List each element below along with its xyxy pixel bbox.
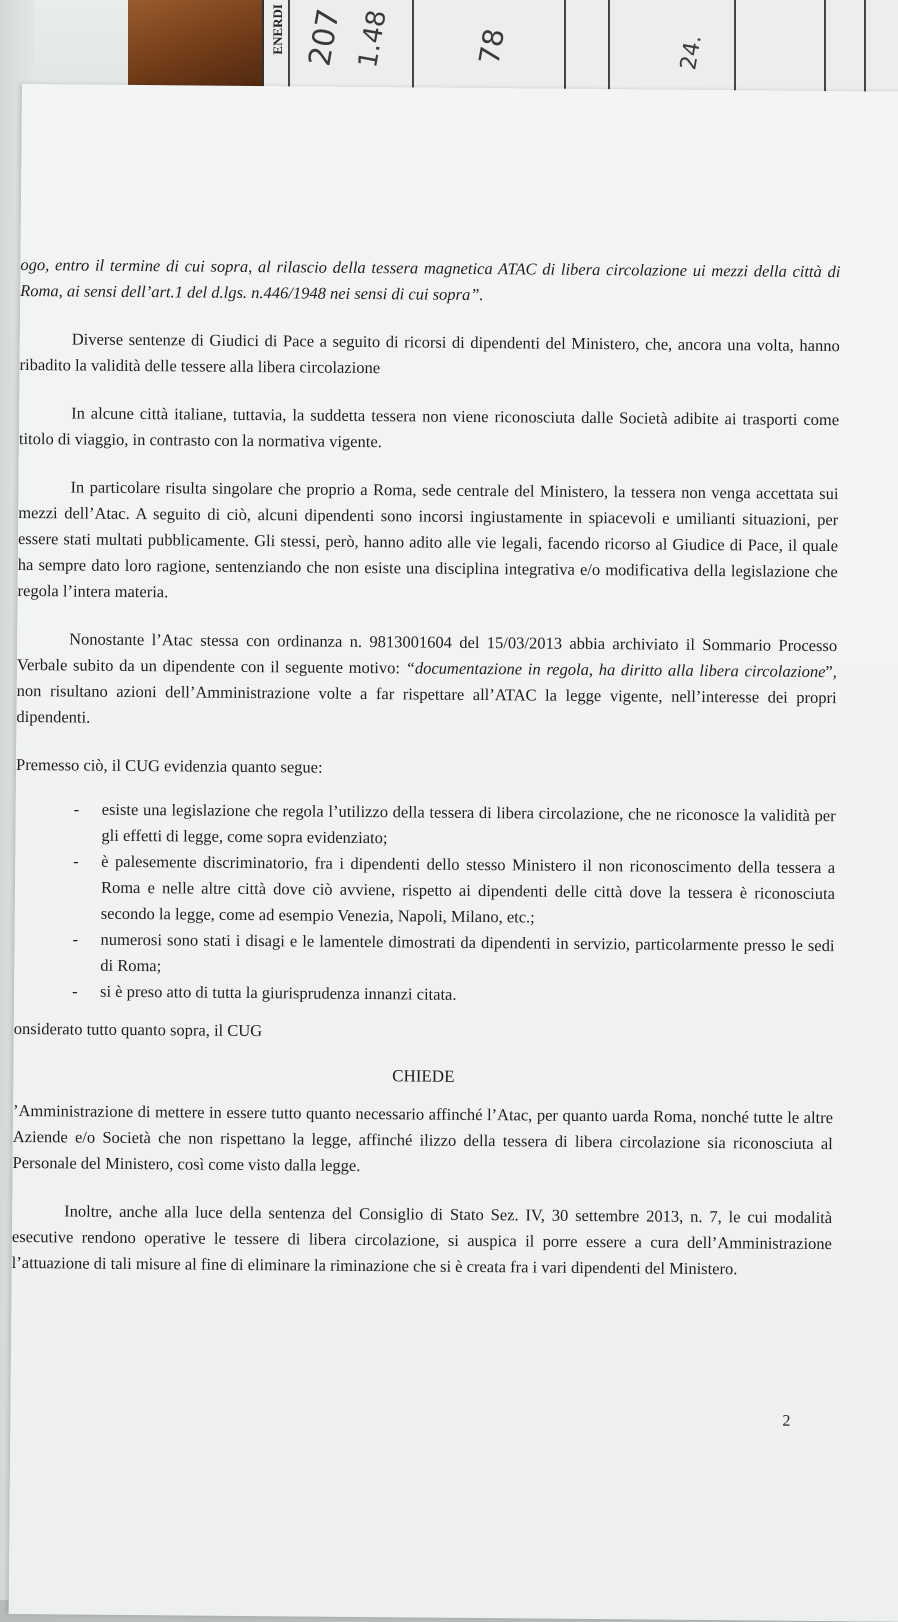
premesso-line: Premesso ciò, il CUG evidenzia quanto segue: [15,754,323,777]
register-line [564,0,566,96]
bullet-item: - esiste una legislazione che regola l’utilizzo della tessera di libera circolazione, che ne riconosce la validità per gli effetti di legge, come sopra evidenziato; [73,796,835,855]
handwritten-mark: 78 [472,26,512,67]
paragraph: In particolare risulta singolare che proprio a Roma, sede centrale del Ministero, la tessera non venga accettata sui mezzi dell’Atac. A seguito di ciò, alcuni dipendenti sono incorsi ingiustamente in spiacevoli e umilianti situazioni, per essere stati multati pubblicamente. Gli stessi, però, hanno adito alle vie legali, facendo ricorso al Giudice di Pace, il quale ha sempre dato loro ragione, sentenziando che non esiste una disciplina integrativa e/o modificativa della legislazione che regola l’intera materia. [17,477,839,602]
desk-surface [128,0,268,88]
handwritten-mark: 207 [302,6,347,69]
chiede-paragraph: ’Amministrazione di mettere in essere tutto quanto necessario affinché l’Atac, per quanto uarda Roma, nonché tutte le altre Aziende e/o Società che non rispettano la legge, affinché ilizzo della tessera di libera circolazione sia riconosciuta al Personale del Ministero, così come visto dalla legge. [12,1100,834,1175]
paragraph: Diverse sentenze di Giudici di Pace a seguito di ricorsi di dipendenti del Ministero, che, ancora una volta, hanno ribadito la validità delle tessere alla libera circolazione [19,329,840,378]
intro-paragraph: ogo, entro il termine di cui sopra, al rilascio della tessera magnetica ATAC di libera circolazione ui mezzi della città di Roma, ai sensi dell’art.1 del d.lgs. n.446/1948 nei sensi di cui sopra”. [20,254,841,305]
document-body [11,252,840,1305]
document-page [9,84,898,1622]
handwritten-mark: 24. [676,33,707,72]
considerato-line: onsiderato tutto quanto sopra, il CUG [13,1018,263,1041]
register-label: ENERDI [270,4,285,55]
register-line [734,0,736,96]
atac-quote: “documentazione in regola, ha diritto alla libera circolazione [405,658,826,682]
register-line [288,0,290,96]
register-sheet [262,0,898,96]
page-number: 2 [782,1412,791,1430]
bullet-item: - numerosi sono stati i disagi e le lamentele dimostrati da dipendenti in servizio, particolarmente presso le sedi di Roma; [72,926,834,985]
inoltre-paragraph: Inoltre, anche alla luce della sentenza del Consiglio di Stato Sez. IV, 30 settembre 2013, n. 7, le cui modalità esecutive rendono operative le tessere di libera circolazione, si auspica il porre essere a cura dell’Amministrazione l’attuazione di tali misure al fine di eliminare la riminazione che si è creata fra i vari dipendenti del Ministero. [11,1201,833,1279]
chiede-heading: CHIEDE [392,1066,455,1086]
paragraph: In alcune città italiane, tuttavia, la suddetta tessera non viene riconosciuta dalle Società adibite ai trasporti come titolo di viaggio, in contrasto con la normativa vigente. [18,403,840,452]
register-line [864,0,866,96]
atac-text: Nonostante l’Atac stessa con ordinanza n. 9813001604 del 15/03/2013 abbia archiviato il Sommario Processo Verbale subito da un dipendente con il seguente motivo: [16,629,838,678]
atac-text-end: ”, non risultano azioni dell’Amministrazione volte a far rispettare all’ATAC la legge vigente, nell’interesse dei propri dipendenti. [16,662,837,727]
atac-paragraph [16,626,837,737]
bullet-item: - è palesemente discriminatorio, fra i dipendenti dello stesso Ministero il non riconoscimento della tessera a Roma e nelle altre città dove ciò avviene, rispetto ai dipendenti delle città dove la tessera è riconosciuta secondo la legge, come ad esempio Venezia, Napoli, Milano, etc.; [73,848,836,933]
register-line [608,0,610,96]
bullet-item: - si è preso atto di tutta la giurisprudenza innanzi citata. [72,978,834,1011]
bullet-list [14,796,836,1011]
register-line [412,0,414,96]
handwritten-mark: 1.48 [353,7,393,71]
register-line [824,0,826,96]
